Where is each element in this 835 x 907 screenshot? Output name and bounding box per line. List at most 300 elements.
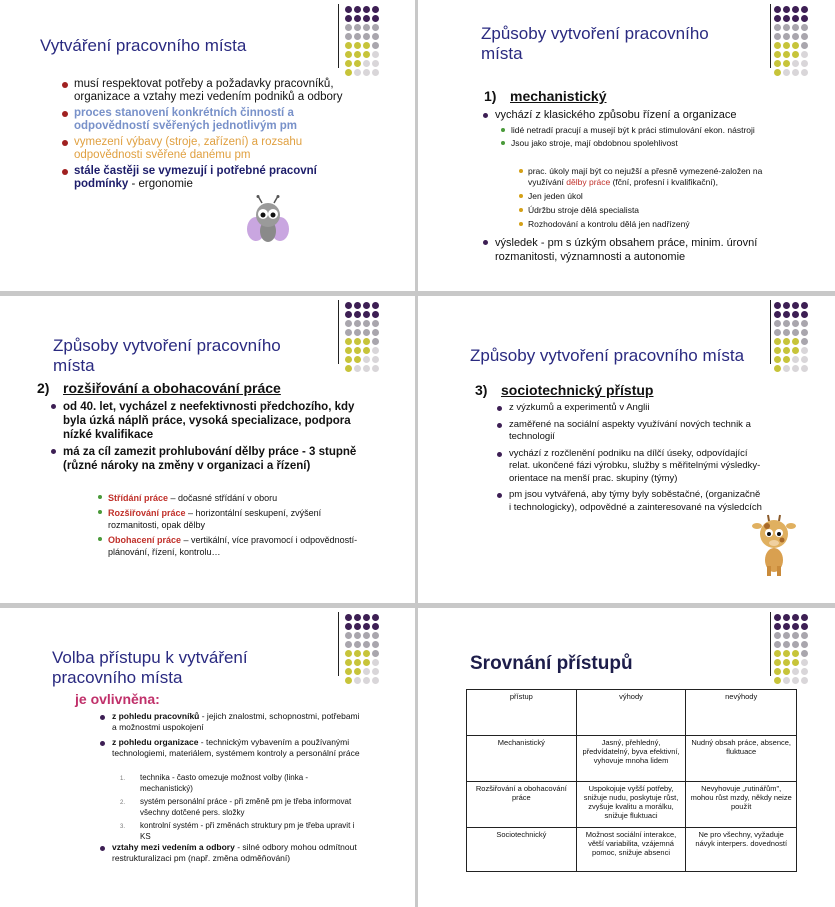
item-text: - ergonomie (128, 178, 193, 190)
slide-1 (0, 0, 415, 291)
item-text: – horizontální seskupení, zvýšení rozmanitosti, opak dělby (108, 508, 322, 530)
dot (801, 24, 808, 31)
slide-3 (0, 296, 415, 603)
slide-4 (418, 296, 835, 603)
dot (774, 24, 781, 31)
dot (783, 302, 790, 309)
dot (792, 60, 799, 67)
dot (363, 347, 370, 354)
dot (783, 650, 790, 657)
item-text: – dočasné střídání v oboru (168, 493, 278, 503)
item-text: - technickým vybavením a používanými technologiemi, materiálem, systémem kontroly a personální práce (112, 737, 360, 758)
bullet-list (509, 402, 764, 514)
list-item (528, 205, 793, 216)
dot (345, 15, 352, 22)
dot (783, 60, 790, 67)
list-item (74, 78, 344, 104)
section-heading (484, 88, 607, 104)
dot (345, 329, 352, 336)
dot (372, 338, 379, 345)
slide-title: Srovnání přístupů (470, 653, 633, 674)
dot (801, 623, 808, 630)
dot (363, 33, 370, 40)
dot (354, 42, 361, 49)
table-cell: Ne pro všechny, vyžaduje návyk interpers. dovedností (686, 828, 797, 872)
item-text: (fční, profesní i kvalifikační), (610, 177, 718, 187)
dot (354, 33, 361, 40)
table-row (467, 782, 797, 828)
dot (372, 623, 379, 630)
dot (345, 24, 352, 31)
dot (354, 69, 361, 76)
section-heading-text: rozšiřování a obohacování práce (63, 380, 281, 396)
dot (345, 338, 352, 345)
dot (801, 6, 808, 13)
dot (792, 33, 799, 40)
item-text: vychází z rozčlenění podniku na dílčí úseky, odpovídající relat. ukončené fázi výrobku, služby s měřitelnými výsledky- orientace na menší prac. skupiny (týmy) (509, 447, 761, 484)
dot (774, 650, 781, 657)
dot (363, 641, 370, 648)
dot (792, 24, 799, 31)
dot (363, 42, 370, 49)
section-heading-text: sociotechnický přístup (501, 382, 654, 398)
dot-grid-icon (345, 614, 379, 684)
dot (372, 302, 379, 309)
dot (372, 365, 379, 372)
dot (792, 659, 799, 666)
dot (354, 60, 361, 67)
table-cell: Možnost sociální interakce, větší variabilita, vzájemná pomoc, snižuje absenci (576, 828, 686, 872)
dot (792, 311, 799, 318)
item-text: - silné odbory mohou odmítnout restrukturalizaci pm (např. změna odměňování) (112, 842, 357, 863)
dot (783, 677, 790, 684)
list-item (108, 492, 358, 504)
dot (372, 677, 379, 684)
dot (783, 356, 790, 363)
item-text: pm jsou vytvářená, aby týmy byly soběstačné, (organizačně i technologicky), odpovědné a zainteresované na výsledcích (509, 489, 762, 513)
dot (774, 623, 781, 630)
section-heading (37, 380, 281, 396)
sub-sub-list (528, 166, 793, 230)
dot (372, 33, 379, 40)
slide-title: Vytváření pracovního místa (40, 36, 247, 55)
list-item (528, 166, 793, 188)
table-header-cell: výhody (576, 690, 686, 736)
slide-title: Způsoby vytvoření pracovního místa (53, 336, 281, 375)
dot (345, 33, 352, 40)
dot (354, 347, 361, 354)
dot (783, 668, 790, 675)
divider-line (770, 612, 771, 676)
dot (363, 614, 370, 621)
list-item (112, 842, 367, 864)
list-item (509, 419, 764, 444)
dot (783, 311, 790, 318)
item-number: 1. (120, 776, 126, 782)
dot (774, 347, 781, 354)
item-text: má za cíl zamezit prohlubování dělby práce - 3 stupně (různé nároky na změny v organizaci a řízení) (63, 446, 357, 472)
section-heading (475, 382, 653, 398)
dot (783, 623, 790, 630)
dot (363, 51, 370, 58)
dot (354, 677, 361, 684)
dot (354, 302, 361, 309)
section-number: 2) (37, 380, 50, 396)
table-row (467, 736, 797, 782)
dot (363, 24, 370, 31)
dot (774, 338, 781, 345)
dot (792, 668, 799, 675)
divider-line (770, 4, 771, 68)
dot (783, 329, 790, 336)
dot (792, 641, 799, 648)
list-item (511, 125, 776, 136)
slide-6 (418, 608, 835, 907)
dot (774, 60, 781, 67)
divider-line (338, 4, 339, 68)
dot (792, 632, 799, 639)
dot (345, 347, 352, 354)
dot (354, 365, 361, 372)
dot (354, 356, 361, 363)
subheading: je ovlivněna: (75, 691, 160, 707)
divider-line (338, 300, 339, 364)
item-text: Údržbu stroje dělá specialista (528, 205, 640, 215)
item-text: proces stanovení konkrétních činností a odpovědností svěřených jednotlivým pm (74, 107, 298, 132)
dot (801, 329, 808, 336)
item-text: technika - často omezuje možnost volby (linka - mechanistický) (140, 773, 309, 793)
dot (801, 659, 808, 666)
dot (345, 302, 352, 309)
dot (801, 641, 808, 648)
dot-grid-icon (774, 302, 808, 372)
list-item (112, 711, 362, 733)
slide-title: Způsoby vytvoření pracovního místa (470, 346, 745, 365)
list-item (495, 109, 780, 122)
item-text: výsledek - pm s úzkým obsahem práce, minim. úrovní rozmanitosti, významnosti a autonomie (495, 237, 758, 263)
list-item (528, 191, 793, 202)
dot (345, 320, 352, 327)
dot (354, 311, 361, 318)
dot (774, 6, 781, 13)
dot-grid-icon (345, 6, 379, 76)
dot (774, 632, 781, 639)
dot (774, 311, 781, 318)
dot (792, 356, 799, 363)
table-cell: Mechanistický (467, 736, 577, 782)
dot (345, 623, 352, 630)
dot (801, 614, 808, 621)
dot (792, 338, 799, 345)
table-cell: Rozšiřování a obohacování práce (467, 782, 577, 828)
dot (372, 42, 379, 49)
item-number: 3. (120, 824, 126, 830)
item-text: - jejich znalostmi, schopnostmi, potřebami a možnostmi uspokojení (112, 711, 360, 732)
dot (792, 51, 799, 58)
comparison-table (466, 689, 797, 872)
dot (783, 42, 790, 49)
dot (801, 365, 808, 372)
dot (345, 356, 352, 363)
item-text: vymezení výbavy (stroje, zařízení) a rozsahu odpovědnosti svěřené danému pm (74, 136, 303, 161)
dot (783, 338, 790, 345)
dot (345, 668, 352, 675)
dot (372, 668, 379, 675)
dot (363, 329, 370, 336)
sub-list (511, 125, 776, 149)
dot (345, 659, 352, 666)
dot (363, 623, 370, 630)
dot (363, 15, 370, 22)
dot (372, 347, 379, 354)
dot (801, 51, 808, 58)
list-item (74, 136, 344, 162)
item-text: stále častěji se vymezují i potřebné pracovní podmínky (74, 165, 317, 190)
dot (792, 677, 799, 684)
item-text: musí respektovat potřeby a požadavky pracovníků, organizace a vztahy mezi vedením podniků a odbory (74, 78, 343, 103)
dot (792, 347, 799, 354)
bullet-list (63, 400, 358, 473)
dot (345, 614, 352, 621)
dot (354, 632, 361, 639)
list-item (120, 821, 362, 842)
dot (801, 302, 808, 309)
dot (801, 677, 808, 684)
dot (801, 320, 808, 327)
item-term: Rozšiřování práce (108, 508, 186, 518)
dot (792, 42, 799, 49)
item-text: lidé netradí pracují a musejí být k práci stimulování ekon. nástroji (511, 125, 755, 135)
list-item (509, 489, 764, 514)
slide-5 (0, 608, 415, 907)
list-item (120, 797, 362, 818)
dot (801, 15, 808, 22)
dot (774, 614, 781, 621)
list-item (63, 400, 358, 442)
dot (354, 614, 361, 621)
dot (801, 347, 808, 354)
section-number: 3) (475, 382, 488, 398)
dot (801, 356, 808, 363)
dot (792, 6, 799, 13)
list-item (112, 737, 362, 759)
dot (363, 311, 370, 318)
item-text: Rozhodování a kontrolu dělá jen nadřízený (528, 219, 690, 229)
dot (345, 51, 352, 58)
item-term: Střídání práce (108, 493, 169, 503)
divider-line (770, 300, 771, 364)
dot (801, 650, 808, 657)
dot (372, 51, 379, 58)
dot (345, 650, 352, 657)
dot (792, 623, 799, 630)
dot (801, 338, 808, 345)
dot (354, 338, 361, 345)
item-text: Jen jeden úkol (528, 191, 583, 201)
dot (354, 641, 361, 648)
dot (792, 329, 799, 336)
list-item (495, 236, 780, 264)
dot (345, 42, 352, 49)
dot (354, 15, 361, 22)
dot (774, 356, 781, 363)
dot (363, 338, 370, 345)
dot (792, 614, 799, 621)
dot (792, 320, 799, 327)
dot (372, 632, 379, 639)
list-item (120, 773, 362, 794)
dot (345, 69, 352, 76)
dot (792, 69, 799, 76)
dot (372, 6, 379, 13)
dot (363, 69, 370, 76)
dot (354, 6, 361, 13)
dot (774, 51, 781, 58)
table-header-cell: nevýhody (686, 690, 797, 736)
dot (363, 302, 370, 309)
dot (774, 320, 781, 327)
dot (363, 677, 370, 684)
dot (783, 24, 790, 31)
dot (783, 365, 790, 372)
dot (363, 668, 370, 675)
item-text: od 40. let, vycházel z neefektivnosti předchozího, kdy byla úzká náplň práce, vysoká specializace, podpora nízké kvalifikace (63, 401, 355, 441)
dot (354, 659, 361, 666)
item-text: kontrolní systém - při změnách struktury pm je třeba upravit i KS (140, 821, 355, 841)
table-cell: Nudný obsah práce, absence, fluktuace (686, 736, 797, 782)
dot (774, 668, 781, 675)
list-item (509, 448, 764, 486)
item-text: – vertikální, více pravomocí i odpovědností-plánování, řízení, kontrolu… (108, 535, 358, 557)
list-item (509, 402, 764, 415)
dot (801, 60, 808, 67)
dot (783, 69, 790, 76)
slide-title: Způsoby vytvoření pracovního místa (481, 24, 709, 63)
list-item (108, 507, 358, 531)
dot (354, 24, 361, 31)
dot (354, 320, 361, 327)
dot (345, 60, 352, 67)
item-text-highlight: dělby práce (566, 177, 611, 187)
dot (372, 15, 379, 22)
item-text: systém personální práce - při změně pm je třeba informovat všechny dotčené pers. složky (140, 797, 352, 817)
item-term: Obohacení práce (108, 535, 182, 545)
dot (792, 365, 799, 372)
dot (783, 347, 790, 354)
dot (372, 614, 379, 621)
table-header-row (467, 690, 797, 736)
dot (783, 6, 790, 13)
dot (345, 6, 352, 13)
dot (345, 365, 352, 372)
dot (345, 632, 352, 639)
dot (774, 15, 781, 22)
numbered-list (120, 773, 362, 842)
dot (363, 365, 370, 372)
dot (372, 650, 379, 657)
dot (363, 650, 370, 657)
dot (801, 42, 808, 49)
item-term: z pohledu organizace (112, 737, 199, 747)
dot (774, 69, 781, 76)
dot (354, 668, 361, 675)
dot (345, 677, 352, 684)
dot-grid-icon (345, 302, 379, 372)
item-text: vychází z klasického způsobu řízení a organizace (495, 109, 737, 121)
dot (801, 311, 808, 318)
list-item (74, 165, 344, 191)
sub-list (108, 492, 358, 558)
table-cell: Sociotechnický (467, 828, 577, 872)
dot (372, 24, 379, 31)
list-item (528, 219, 793, 230)
dot (354, 51, 361, 58)
bullet-list (495, 236, 780, 264)
item-term: z pohledu pracovníků (112, 711, 200, 721)
list-item (63, 445, 358, 473)
dot (774, 329, 781, 336)
dot (774, 641, 781, 648)
list-item (74, 107, 344, 133)
bullet-list (74, 78, 344, 191)
dot (372, 69, 379, 76)
table-header-cell: přístup (467, 690, 577, 736)
dot (783, 659, 790, 666)
dot (783, 614, 790, 621)
dot (363, 60, 370, 67)
list-item (511, 138, 776, 149)
dot (345, 641, 352, 648)
dot (372, 641, 379, 648)
list-item (108, 534, 358, 558)
item-text: Jsou jako stroje, mají obdobnou spolehlivost (511, 138, 678, 148)
dot-grid-icon (774, 6, 808, 76)
dot (801, 632, 808, 639)
slide-title: Volba přístupu k vytváření pracovního místa (52, 648, 248, 687)
dot (792, 15, 799, 22)
item-text: prac. úkoly mají být co nejužší a přesně vymezené-založen na využívání (528, 166, 763, 187)
dot (801, 33, 808, 40)
table-cell: Uspokojuje vyšší potřeby, snižuje nudu, poskytuje růst, zvyšuje kvalitu a morálku, snižuje fluktuaci (576, 782, 686, 828)
slide-2 (418, 0, 835, 291)
dot (783, 632, 790, 639)
dot (774, 302, 781, 309)
bullet-list (112, 842, 367, 864)
bug-mascot-icon (245, 195, 291, 252)
bullet-list (495, 109, 780, 124)
dot (372, 356, 379, 363)
item-number: 2. (120, 800, 126, 806)
section-number: 1) (484, 88, 497, 104)
dot (372, 659, 379, 666)
dot (363, 356, 370, 363)
divider-line (338, 612, 339, 676)
dot (372, 60, 379, 67)
dot (363, 632, 370, 639)
dot (792, 650, 799, 657)
dot (363, 6, 370, 13)
dot (801, 668, 808, 675)
dot (372, 329, 379, 336)
dot (774, 42, 781, 49)
item-term: vztahy mezi vedením a odbory (112, 842, 235, 852)
dot (774, 33, 781, 40)
table-cell: Jasný, přehledný, předvídatelný, byva efektivní, vyhovuje mnoha lidem (576, 736, 686, 782)
dot (345, 311, 352, 318)
dot (372, 311, 379, 318)
dot-grid-icon (774, 614, 808, 684)
dot (363, 659, 370, 666)
